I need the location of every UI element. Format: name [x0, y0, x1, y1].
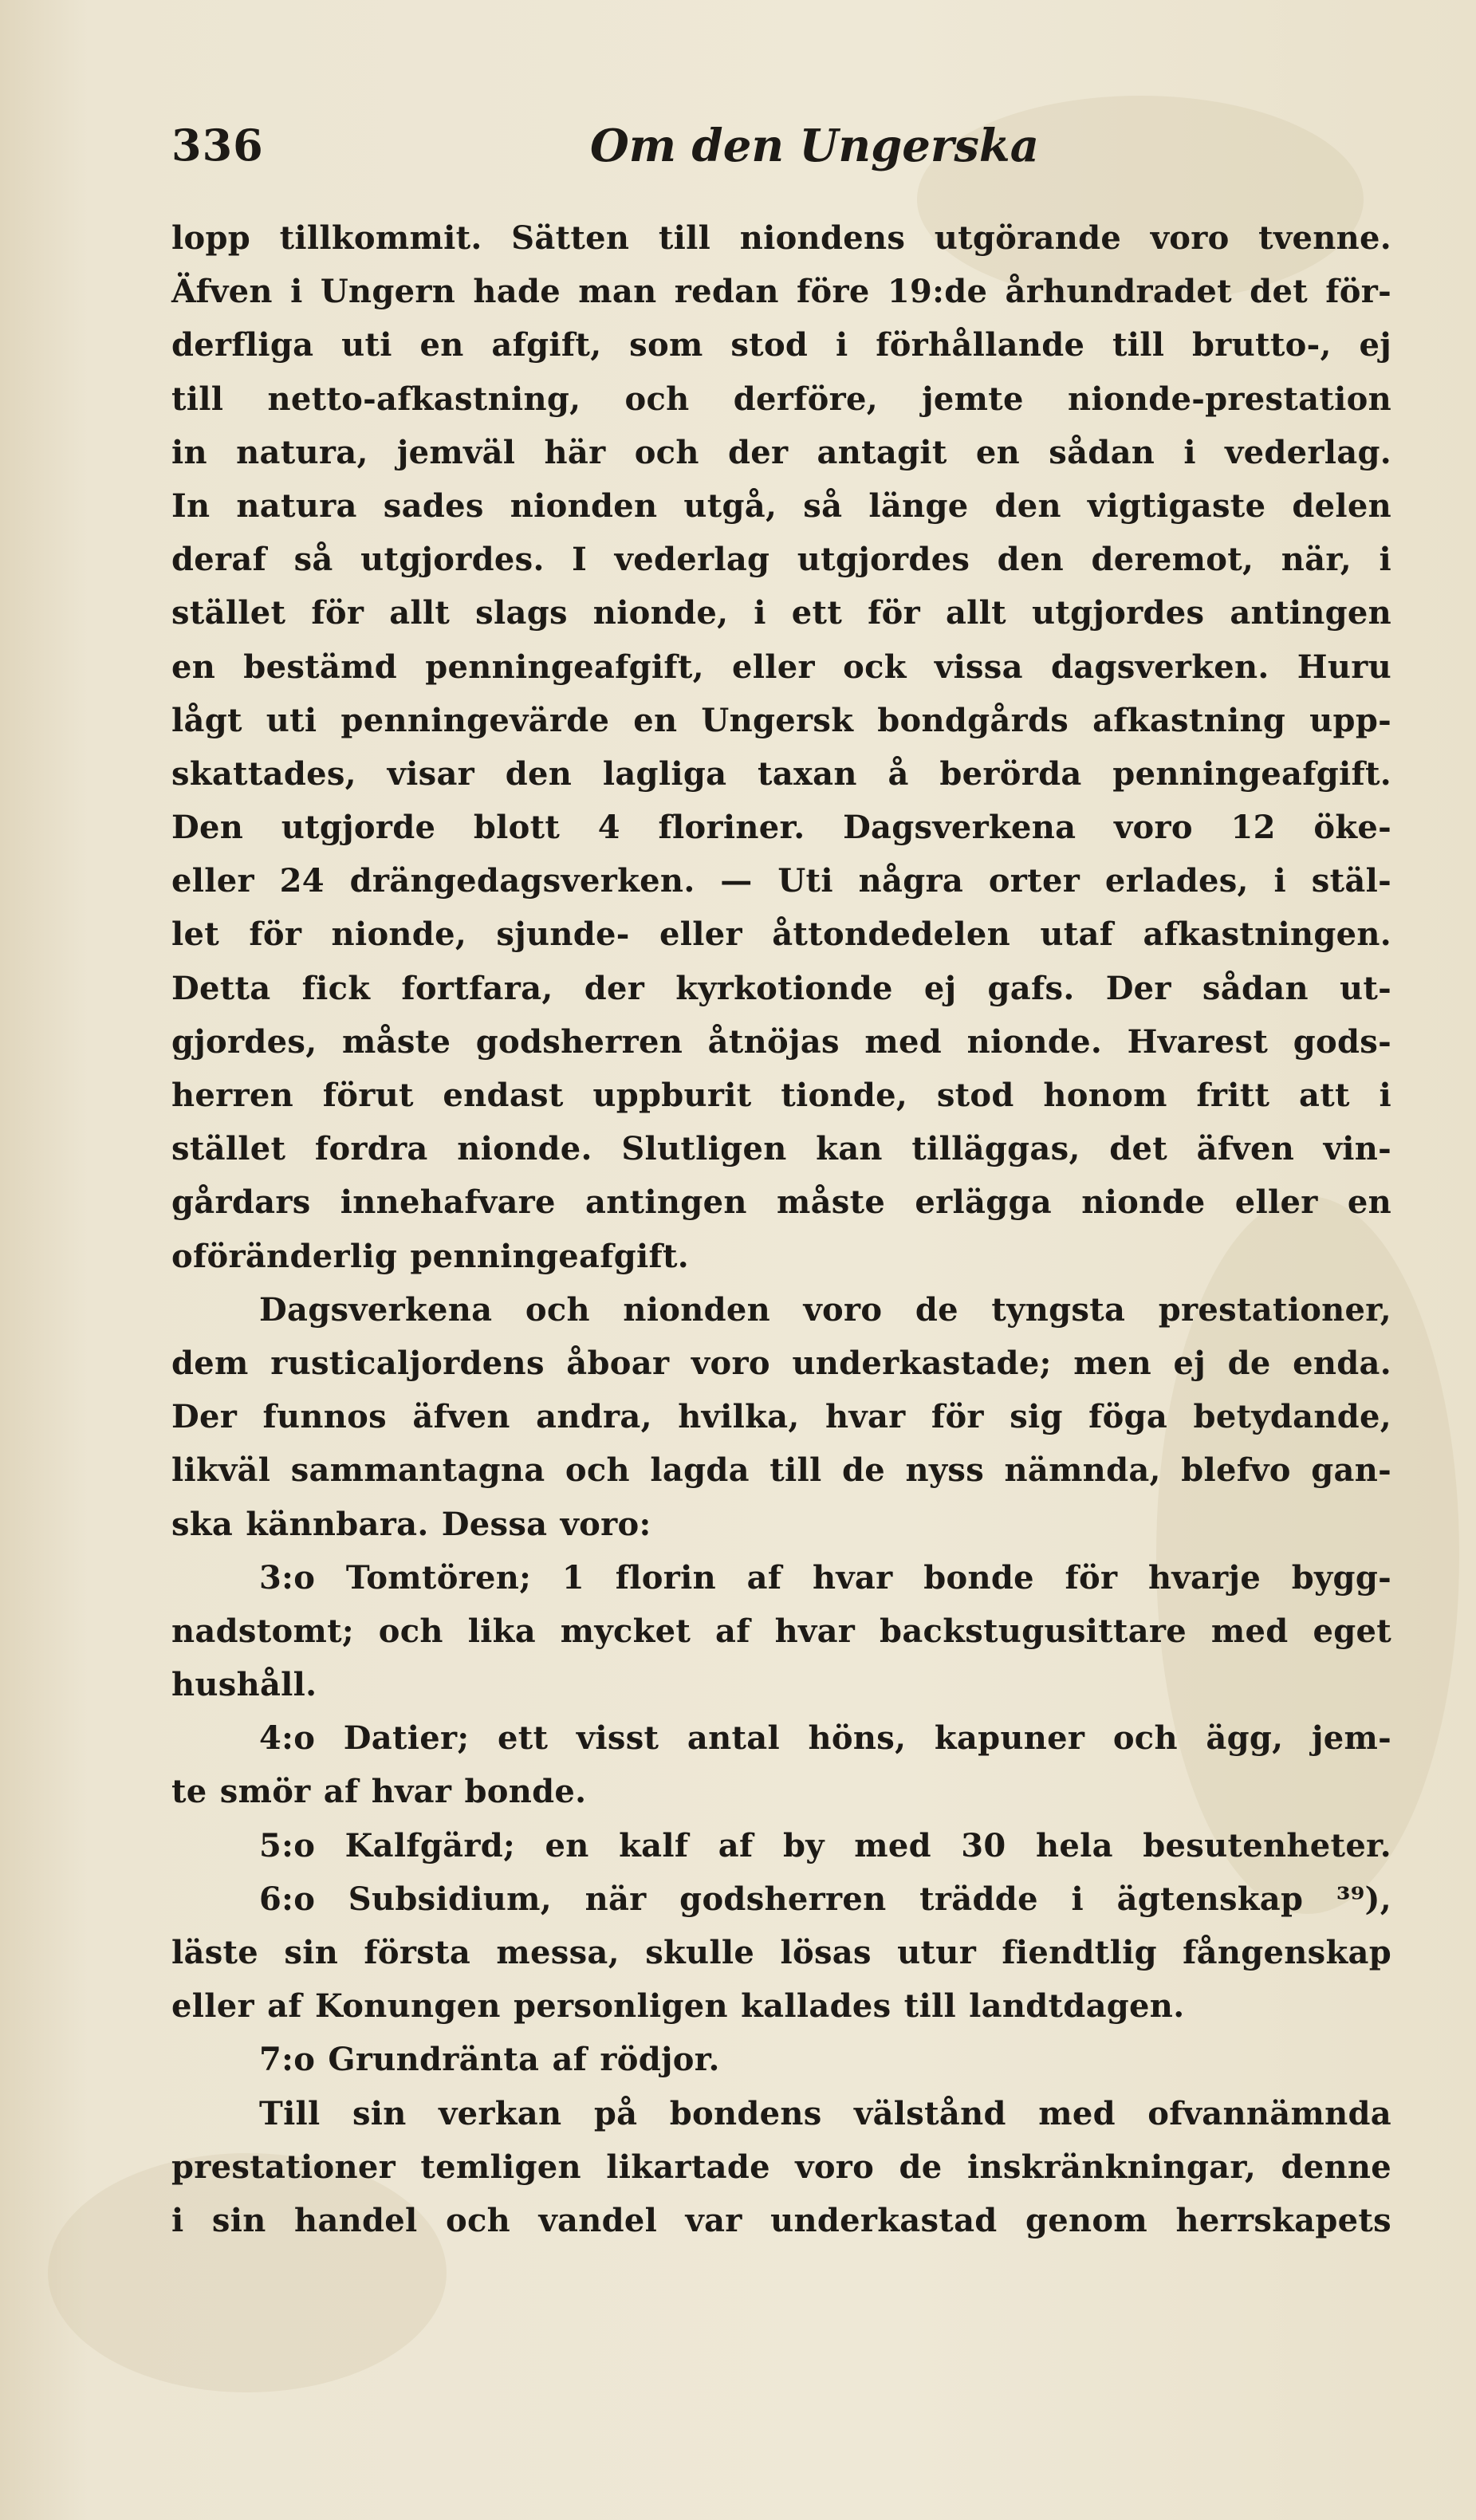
- text-line: herren förut endast uppburit tionde, stod honom fritt att i: [171, 1077, 1391, 1114]
- text-line: stället fordra nionde. Slutligen kan tilläggas, det äfven vin-: [171, 1130, 1391, 1168]
- text-line: 3:o Tomtören; 1 florin af hvar bonde för hvarje bygg-: [259, 1558, 1391, 1597]
- text-line: lopp tillkommit. Sätten till niondens utgörande voro tvenne.: [171, 219, 1391, 257]
- text-line: gjordes, måste godsherren åtnöjas med nionde. Hvarest gods-: [171, 1022, 1391, 1061]
- text-line: Detta fick fortfara, der kyrkotionde ej gafs. Der sådan ut-: [171, 969, 1391, 1007]
- text-line: eller 24 drängedagsverken. — Uti några orter erlades, i stäl-: [171, 862, 1391, 900]
- text-line: nadstomt; och lika mycket af hvar backstugusittare med eget: [171, 1612, 1391, 1650]
- text-line: lågt uti penningevärde en Ungersk bondgårds afkastning upp-: [171, 701, 1391, 739]
- text-line: Dagsverkena och nionden voro de tyngsta prestationer,: [259, 1290, 1391, 1329]
- text-line: skattades, visar den lagliga taxan å berörda penningeafgift.: [171, 754, 1391, 793]
- text-line: dem rusticaljordens åboar voro underkastade; men ej de enda.: [171, 1344, 1391, 1382]
- text-line: hushåll.: [171, 1666, 317, 1704]
- text-line: stället för allt slags nionde, i ett för allt utgjordes antingen: [171, 594, 1391, 632]
- body-text: [171, 211, 1391, 2247]
- text-line: en bestämd penningeafgift, eller ock vissa dagsverken. Huru: [171, 648, 1391, 686]
- text-line: läste sin första messa, skulle lösas utur fiendtlig fångenskap: [171, 1934, 1391, 1971]
- running-title: Om den Ungerska: [590, 120, 1039, 172]
- text-line: 6:o Subsidium, när godsherren trädde i ägtenskap ³⁹),: [259, 1880, 1391, 1918]
- text-line: oföränderlig penningeafgift.: [171, 1237, 689, 1275]
- text-line: deraf så utgjordes. I vederlag utgjordes den deremot, när, i: [171, 541, 1391, 579]
- text-line: let för nionde, sjunde- eller åttondedelen utaf afkastningen.: [171, 915, 1391, 954]
- text-line: In natura sades nionden utgå, så länge den vigtigaste delen: [171, 486, 1391, 525]
- text-line: ska kännbara. Dessa voro:: [171, 1505, 651, 1543]
- text-line: likväl sammantagna och lagda till de nyss nämnda, blefvo gan-: [171, 1451, 1391, 1490]
- page-header: [171, 120, 1392, 191]
- text-line: Till sin verkan på bondens välstånd med ofvannämnda: [259, 2094, 1391, 2132]
- text-line: till netto-afkastning, och derföre, jemte nionde-prestation: [171, 380, 1391, 418]
- text-line: te smör af hvar bonde.: [171, 1773, 587, 1811]
- text-line: Den utgjorde blott 4 floriner. Dagsverkena voro 12 öke-: [171, 809, 1391, 847]
- text-line: 4:o Datier; ett visst antal höns, kapuner och ägg, jem-: [259, 1719, 1391, 1758]
- text-line: gårdars innehafvare antingen måste erlägga nionde eller en: [171, 1183, 1391, 1222]
- text-line: prestationer temligen likartade voro de inskränkningar, denne: [171, 2148, 1391, 2186]
- text-line: derfliga uti en afgift, som stod i förhållande till brutto-, ej: [171, 326, 1391, 364]
- page-number: 336: [171, 120, 264, 171]
- text-line: Äfven i Ungern hade man redan före 19:de århundradet det för-: [171, 273, 1391, 311]
- text-line: in natura, jemväl här och der antagit en sådan i vederlag.: [171, 433, 1391, 471]
- text-line: Der funnos äfven andra, hvilka, hvar för sig föga betydande,: [171, 1398, 1391, 1436]
- text-line: eller af Konungen personligen kallades till landtdagen.: [171, 1987, 1185, 2026]
- text-line: i sin handel och vandel var underkastad genom herrskapets: [171, 2201, 1391, 2239]
- text-line: 5:o Kalfgärd; en kalf af by med 30 hela besutenheter.: [259, 1826, 1391, 1864]
- text-line: 7:o Grundränta af rödjor.: [259, 2041, 720, 2079]
